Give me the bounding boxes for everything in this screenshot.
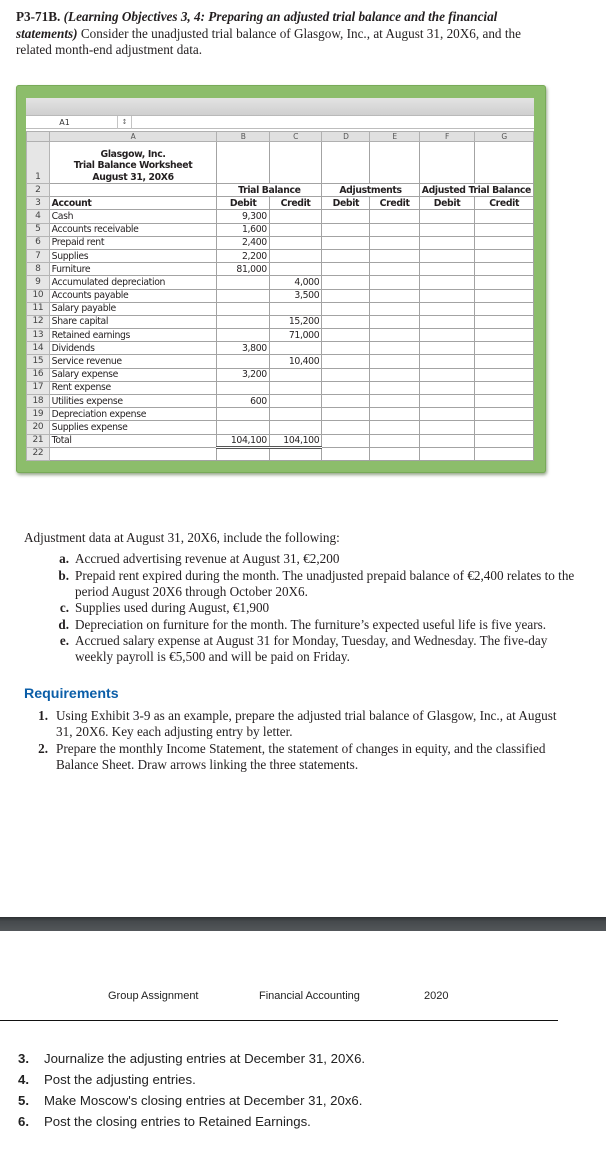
account-row <box>27 302 534 315</box>
total-label[interactable]: Total <box>49 434 217 447</box>
cell[interactable] <box>475 355 534 368</box>
cell[interactable] <box>370 329 419 342</box>
window-title-bar <box>26 98 534 116</box>
cell[interactable] <box>419 395 475 408</box>
item-text: Journalize the adjusting entries at December 31, 20X6. <box>44 1051 366 1066</box>
cell[interactable] <box>322 142 370 184</box>
item-text: Prepaid rent expired during the month. The unadjusted prepaid balance of €2,400 relates to the period August 20X6 through October 20X6. <box>75 567 575 599</box>
requirements-list <box>24 708 564 773</box>
adjustment-data <box>24 530 584 666</box>
cell[interactable] <box>322 447 370 460</box>
cell[interactable] <box>419 408 475 421</box>
account-name[interactable]: Supplies expense <box>49 421 217 434</box>
account-row <box>27 263 534 276</box>
account-name[interactable]: Salary expense <box>49 368 217 381</box>
tb-debit-header[interactable]: Debit <box>217 197 269 210</box>
cell[interactable] <box>322 421 370 434</box>
page-separator <box>0 917 606 931</box>
account-name[interactable]: Prepaid rent <box>49 236 217 249</box>
cell[interactable] <box>322 434 370 447</box>
row-header[interactable]: 20 <box>27 421 50 434</box>
row-header[interactable]: 3 <box>27 197 50 210</box>
account-row <box>27 355 534 368</box>
cell[interactable] <box>370 236 419 249</box>
cell[interactable] <box>322 355 370 368</box>
item-marker: 2. <box>38 740 48 756</box>
tb-credit[interactable]: 4,000 <box>269 276 321 289</box>
cell[interactable] <box>419 276 475 289</box>
row-header[interactable]: 7 <box>27 249 50 262</box>
item-marker: 6. <box>18 1114 29 1129</box>
item-text: Using Exhibit 3-9 as an example, prepare the adjusted trial balance of Glasgow, Inc., at August 31, 20X6. Key each adjusting entry by letter. <box>56 708 557 739</box>
adjustment-heading: Adjustment data at August 31, 20X6, include the following: <box>24 530 340 545</box>
cell[interactable] <box>475 342 534 355</box>
cell[interactable] <box>475 381 534 394</box>
cell[interactable] <box>322 381 370 394</box>
tb-debit[interactable]: 2,200 <box>217 249 269 262</box>
additional-tasks <box>18 1048 365 1132</box>
atb-debit-header[interactable]: Debit <box>419 197 475 210</box>
tb-debit[interactable]: 3,200 <box>217 368 269 381</box>
tb-credit[interactable]: 71,000 <box>269 329 321 342</box>
row-header[interactable]: 12 <box>27 315 50 328</box>
atb-credit-header[interactable]: Credit <box>475 197 534 210</box>
adjustment-item <box>49 617 584 633</box>
requirement-item <box>32 741 564 773</box>
cell[interactable] <box>370 355 419 368</box>
footer-assignment: Group Assignment <box>108 990 199 1002</box>
row-header[interactable]: 2 <box>27 184 50 197</box>
cell[interactable] <box>419 289 475 302</box>
account-name[interactable]: Furniture <box>49 263 217 276</box>
row-header[interactable]: 4 <box>27 210 50 223</box>
cell[interactable] <box>419 263 475 276</box>
footer-year: 2020 <box>424 990 449 1002</box>
item-text: Depreciation on furniture for the month. The furniture’s expected useful life is five years. <box>75 616 547 632</box>
cell[interactable] <box>419 210 475 223</box>
tb-credit[interactable]: 15,200 <box>269 315 321 328</box>
account-row <box>27 210 534 223</box>
cell[interactable] <box>370 447 419 460</box>
tb-debit[interactable]: 3,800 <box>217 342 269 355</box>
account-row <box>27 421 534 434</box>
requirements-heading: Requirements <box>24 686 119 702</box>
account-row <box>27 236 534 249</box>
item-text: Accrued salary expense at August 31 for Monday, Tuesday, and Wednesday. The five-day weekly payroll is €5,500 and will be paid on Friday. <box>75 633 548 664</box>
adjusted-trial-balance-header[interactable]: Adjusted Trial Balance <box>419 184 533 197</box>
cell[interactable] <box>419 434 475 447</box>
row-header[interactable]: 9 <box>27 276 50 289</box>
item-text: Accrued advertising revenue at August 31, €2,200 <box>75 551 340 566</box>
tb-credit[interactable] <box>269 381 321 394</box>
cell[interactable] <box>419 368 475 381</box>
account-row <box>27 381 534 394</box>
item-marker: 1. <box>38 708 48 723</box>
cell[interactable] <box>419 223 475 236</box>
task-item <box>18 1090 365 1111</box>
cell[interactable] <box>322 395 370 408</box>
account-row <box>27 408 534 421</box>
cell[interactable] <box>322 210 370 223</box>
cell[interactable] <box>370 342 419 355</box>
cell[interactable] <box>370 263 419 276</box>
cell[interactable] <box>322 289 370 302</box>
tb-debit[interactable]: 9,300 <box>217 210 269 223</box>
cell[interactable] <box>419 329 475 342</box>
tb-debit[interactable] <box>217 381 269 394</box>
worksheet-title: Trial Balance Worksheet <box>73 160 193 171</box>
account-name[interactable]: Accumulated depreciation <box>49 276 217 289</box>
spreadsheet-window <box>26 98 534 460</box>
column-header-g[interactable]: G <box>475 132 534 142</box>
cell[interactable] <box>475 223 534 236</box>
formula-bar <box>26 116 534 129</box>
total-credit[interactable]: 104,100 <box>269 434 321 447</box>
row-header[interactable]: 8 <box>27 263 50 276</box>
tb-debit[interactable] <box>217 329 269 342</box>
cell[interactable] <box>419 381 475 394</box>
trial-balance-header[interactable]: Trial Balance <box>217 184 322 197</box>
page-footer <box>0 990 606 1004</box>
account-row <box>27 329 534 342</box>
worksheet-row <box>27 447 534 460</box>
cell[interactable] <box>322 236 370 249</box>
account-row <box>27 395 534 408</box>
account-name[interactable]: Dividends <box>49 342 217 355</box>
cell[interactable] <box>322 263 370 276</box>
cell[interactable] <box>419 249 475 262</box>
tb-credit[interactable] <box>269 368 321 381</box>
account-name[interactable]: Retained earnings <box>49 329 217 342</box>
tb-credit[interactable] <box>269 236 321 249</box>
cell[interactable] <box>419 355 475 368</box>
item-text: Post the closing entries to Retained Earnings. <box>44 1114 311 1129</box>
account-name[interactable]: Share capital <box>49 315 217 328</box>
account-row <box>27 342 534 355</box>
adjustment-item <box>49 568 584 600</box>
cell[interactable] <box>475 210 534 223</box>
name-box-stepper-icon[interactable]: ↕ <box>118 116 132 129</box>
tb-credit[interactable] <box>269 263 321 276</box>
item-marker: e. <box>59 633 69 648</box>
tb-credit[interactable] <box>269 249 321 262</box>
account-row <box>27 368 534 381</box>
adjustment-item <box>49 633 584 665</box>
task-item <box>18 1111 365 1132</box>
cell[interactable] <box>49 447 217 460</box>
account-name[interactable]: Rent expense <box>49 381 217 394</box>
item-text: Prepare the monthly Income Statement, the statement of changes in equity, and the classified Balance Sheet. Draw arrows linking the three statements. <box>56 740 546 772</box>
cell[interactable] <box>217 142 269 184</box>
cell[interactable] <box>49 184 217 197</box>
cell[interactable] <box>322 302 370 315</box>
cell[interactable] <box>370 381 419 394</box>
cell[interactable] <box>475 434 534 447</box>
column-header-e[interactable]: E <box>370 132 419 142</box>
tb-credit-header[interactable]: Credit <box>269 197 321 210</box>
cell[interactable] <box>370 210 419 223</box>
row-header[interactable]: 5 <box>27 223 50 236</box>
tb-debit[interactable] <box>217 302 269 315</box>
row-header[interactable]: 13 <box>27 329 50 342</box>
task-item <box>18 1069 365 1090</box>
row-header[interactable]: 19 <box>27 408 50 421</box>
row-header[interactable]: 6 <box>27 236 50 249</box>
cell[interactable] <box>370 408 419 421</box>
cell[interactable] <box>370 142 419 184</box>
tb-credit[interactable] <box>269 302 321 315</box>
account-row <box>27 249 534 262</box>
tb-debit[interactable]: 2,400 <box>217 236 269 249</box>
tb-debit[interactable] <box>217 289 269 302</box>
cell[interactable] <box>475 289 534 302</box>
tb-debit[interactable]: 600 <box>217 395 269 408</box>
account-row <box>27 315 534 328</box>
row-header[interactable]: 18 <box>27 395 50 408</box>
cell[interactable] <box>370 315 419 328</box>
row-header[interactable]: 17 <box>27 381 50 394</box>
account-row <box>27 223 534 236</box>
cell[interactable] <box>370 223 419 236</box>
cell[interactable] <box>419 342 475 355</box>
cell[interactable] <box>370 302 419 315</box>
column-header-a[interactable]: A <box>49 132 217 142</box>
item-marker: c. <box>59 600 69 615</box>
cell[interactable] <box>269 447 321 460</box>
row-header[interactable]: 11 <box>27 302 50 315</box>
account-name[interactable]: Salary payable <box>49 302 217 315</box>
cell[interactable] <box>370 276 419 289</box>
item-text: Supplies used during August, €1,900 <box>75 600 270 615</box>
cell[interactable] <box>419 302 475 315</box>
name-box[interactable]: A1 <box>26 116 118 129</box>
cell[interactable] <box>370 395 419 408</box>
tb-debit[interactable] <box>217 355 269 368</box>
row-header[interactable]: 15 <box>27 355 50 368</box>
account-name[interactable]: Cash <box>49 210 217 223</box>
adjustment-list <box>24 551 584 665</box>
task-item <box>18 1048 365 1069</box>
cell[interactable] <box>475 447 534 460</box>
column-header-d[interactable]: D <box>322 132 370 142</box>
row-header[interactable]: 22 <box>27 447 50 460</box>
cell[interactable] <box>370 434 419 447</box>
worksheet-row <box>27 197 534 210</box>
tb-credit[interactable] <box>269 408 321 421</box>
cell[interactable] <box>322 408 370 421</box>
cell[interactable] <box>322 249 370 262</box>
learning-objectives: (Learning Objectives 3, 4: Preparing an adjusted trial balance and the financial statements) <box>16 9 498 41</box>
tb-credit[interactable]: 3,500 <box>269 289 321 302</box>
tb-debit[interactable] <box>217 315 269 328</box>
cell[interactable] <box>322 276 370 289</box>
worksheet-date: August 31, 20X6 <box>92 171 174 183</box>
cell[interactable] <box>322 223 370 236</box>
account-row <box>27 289 534 302</box>
cell[interactable] <box>475 263 534 276</box>
adj-credit-header[interactable]: Credit <box>370 197 419 210</box>
cell[interactable] <box>475 249 534 262</box>
company-name: Glasgow, Inc. <box>100 148 166 160</box>
cell[interactable] <box>217 447 269 460</box>
row-header[interactable]: 16 <box>27 368 50 381</box>
cell[interactable] <box>322 342 370 355</box>
tb-debit[interactable]: 81,000 <box>217 263 269 276</box>
tb-credit[interactable]: 10,400 <box>269 355 321 368</box>
cell[interactable] <box>475 329 534 342</box>
item-marker: 5. <box>18 1093 29 1108</box>
column-header-b[interactable]: B <box>217 132 269 142</box>
account-name[interactable]: Supplies <box>49 249 217 262</box>
account-name[interactable]: Utilities expense <box>49 395 217 408</box>
tb-credit[interactable] <box>269 210 321 223</box>
tb-debit[interactable] <box>217 408 269 421</box>
cell[interactable] <box>370 289 419 302</box>
item-marker: d. <box>58 616 69 632</box>
column-header-row <box>27 132 534 142</box>
cell[interactable] <box>475 302 534 315</box>
account-name[interactable]: Accounts payable <box>49 289 217 302</box>
item-marker: 4. <box>18 1072 29 1087</box>
cell[interactable] <box>475 276 534 289</box>
tb-credit[interactable] <box>269 223 321 236</box>
cell[interactable] <box>475 236 534 249</box>
select-all-corner[interactable] <box>27 132 50 142</box>
adjustments-header[interactable]: Adjustments <box>322 184 419 197</box>
tb-credit[interactable] <box>269 342 321 355</box>
footer-divider <box>0 1020 558 1021</box>
total-row <box>27 434 534 447</box>
problem-intro <box>16 9 556 59</box>
cell[interactable] <box>475 395 534 408</box>
item-marker: 3. <box>18 1051 29 1066</box>
worksheet-title-cell[interactable] <box>49 142 217 184</box>
cell[interactable] <box>322 329 370 342</box>
tb-credit[interactable] <box>269 421 321 434</box>
adjustment-item <box>49 551 584 567</box>
cell[interactable] <box>322 368 370 381</box>
problem-intro-text: Consider the unadjusted trial balance of Glasgow, Inc., at August 31, 20X6, and the related month-end adjustment data. <box>16 25 521 57</box>
tb-debit[interactable]: 1,600 <box>217 223 269 236</box>
cell[interactable] <box>370 368 419 381</box>
cell[interactable] <box>419 236 475 249</box>
tb-credit[interactable] <box>269 395 321 408</box>
row-header[interactable]: 10 <box>27 289 50 302</box>
cell[interactable] <box>419 447 475 460</box>
cell[interactable] <box>370 421 419 434</box>
account-name[interactable]: Depreciation expense <box>49 408 217 421</box>
total-debit[interactable]: 104,100 <box>217 434 269 447</box>
worksheet-row <box>27 184 534 197</box>
adjustment-item <box>49 600 584 616</box>
worksheet-row <box>27 142 534 184</box>
cell[interactable] <box>419 315 475 328</box>
cell[interactable] <box>475 142 534 184</box>
tb-debit[interactable] <box>217 421 269 434</box>
column-header-f[interactable]: F <box>419 132 475 142</box>
row-header[interactable]: 1 <box>27 142 50 184</box>
cell[interactable] <box>322 315 370 328</box>
item-text: Post the adjusting entries. <box>44 1072 196 1087</box>
account-row <box>27 276 534 289</box>
row-header[interactable]: 14 <box>27 342 50 355</box>
account-header[interactable]: Account <box>49 197 217 210</box>
account-name[interactable]: Accounts receivable <box>49 223 217 236</box>
item-text: Make Moscow's closing entries at December 31, 20x6. <box>44 1093 363 1108</box>
cell[interactable] <box>475 408 534 421</box>
requirement-item <box>32 708 564 740</box>
cell[interactable] <box>419 421 475 434</box>
item-marker: b. <box>58 567 69 583</box>
item-marker: a. <box>59 551 69 566</box>
cell[interactable] <box>370 249 419 262</box>
tb-debit[interactable] <box>217 276 269 289</box>
cell[interactable] <box>475 421 534 434</box>
account-name[interactable]: Service revenue <box>49 355 217 368</box>
column-header-c[interactable]: C <box>269 132 321 142</box>
footer-course: Financial Accounting <box>259 990 360 1002</box>
cell[interactable] <box>419 142 475 184</box>
problem-id: P3-71B. <box>16 9 61 24</box>
cell[interactable] <box>475 368 534 381</box>
adj-debit-header[interactable]: Debit <box>322 197 370 210</box>
cell[interactable] <box>475 315 534 328</box>
spreadsheet-frame <box>16 85 546 473</box>
row-header[interactable]: 21 <box>27 434 50 447</box>
cell[interactable] <box>269 142 321 184</box>
worksheet-grid <box>26 131 534 461</box>
